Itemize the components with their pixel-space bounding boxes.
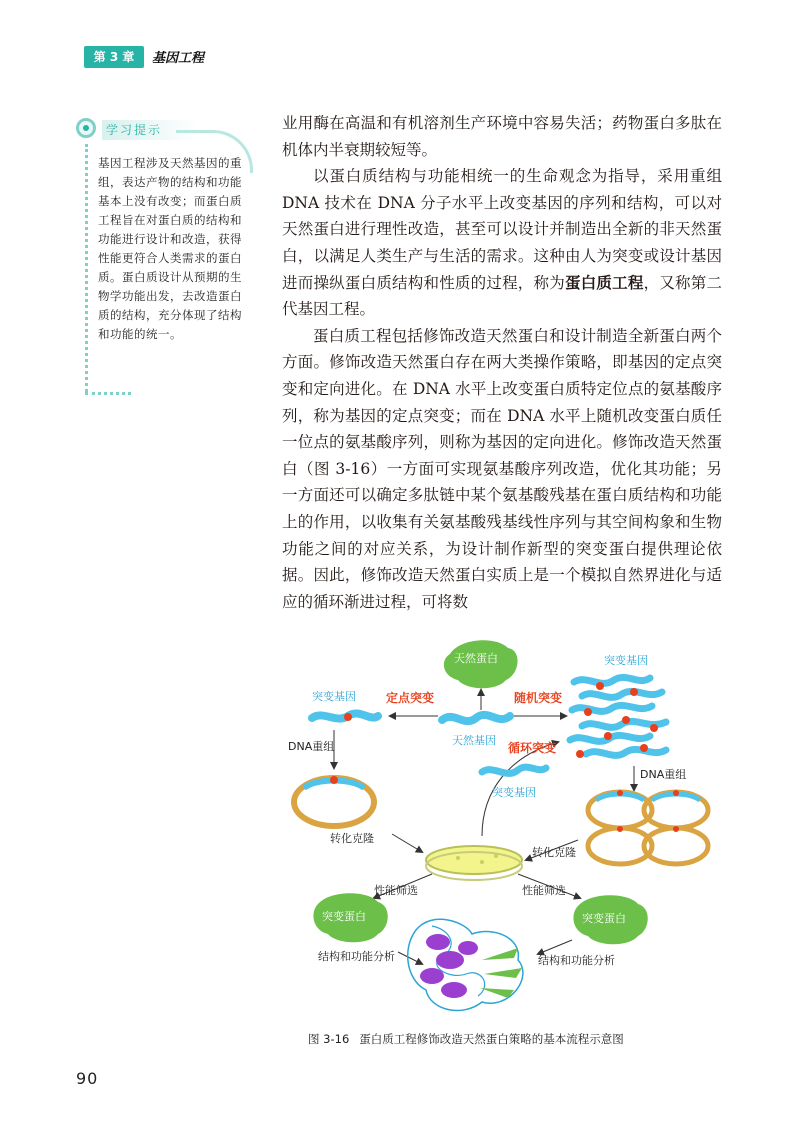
protein-engineering-flowchart xyxy=(282,630,722,1024)
learning-tip-paragraph: 基因工程涉及天然基因的重组，表达产物的结构和功能基本上没有改变；而蛋白质工程旨在对蛋白质的结构和功能进行设计和改造，获得性能更符合人类需求的蛋白质。蛋白质设计从预期的生物学功能出发，去改造蛋白质的结构，充分体现了结构和功能的统一。 xyxy=(98,156,242,341)
analysis-left-label: 结构和功能分析 xyxy=(318,950,395,963)
learning-tip-header xyxy=(76,114,256,144)
analysis-right-label: 结构和功能分析 xyxy=(538,954,615,967)
mutant-protein-right-label: 突变蛋白 xyxy=(582,912,626,925)
petri-dish xyxy=(426,846,522,880)
random-mutation-label: 随机突变 xyxy=(514,691,563,705)
page-number: 90 xyxy=(76,1069,99,1088)
figure-number: 图 3-16 xyxy=(308,1032,350,1046)
main-text xyxy=(282,110,722,615)
dna-recomb-right-label: DNA重组 xyxy=(640,768,687,781)
chapter-title: 基因工程 xyxy=(152,51,205,66)
cyclic-mutation-label: 循环突变 xyxy=(508,741,557,755)
dna-recomb-left-label: DNA重组 xyxy=(288,740,335,753)
learning-tip-text xyxy=(98,154,246,344)
key-term: 蛋白质工程 xyxy=(564,273,644,292)
lightbulb-icon xyxy=(76,118,96,138)
learning-tip-title: 学习提示 xyxy=(102,120,198,140)
dotted-border-bottom xyxy=(85,392,131,395)
natural-gene-label: 天然基因 xyxy=(452,734,496,747)
figure-caption xyxy=(308,1031,624,1047)
page-header xyxy=(0,44,800,70)
transform-right-label: 转化克隆 xyxy=(532,846,576,859)
paragraph-2-tail: ，又称第二代基因工程。 xyxy=(282,273,722,319)
screen-right-label: 性能筛选 xyxy=(522,884,566,897)
chapter-badge: 第 3 章 xyxy=(84,46,144,68)
mutant-gene-center-label: 突变基因 xyxy=(492,786,536,799)
paragraph-3: 蛋白质工程包括修饰改造天然蛋白和设计制造全新蛋白两个方面。修饰改造天然蛋白存在两大类操作策略，即基因的定点突变和定向进化。在 DNA 水平上改变蛋白质特定位点的氨基酸序列，称为基因的定点突变；而在 DNA 水平上随机改变蛋白质任一位点的氨基酸序列，则称为基因的定向进化。修饰改造天然蛋白（图 3-16）一方面可实现氨基酸序列改造，优化其功能；另一方面还可以确定多肽链中某个氨基酸残基在蛋白质结构和功能上的作用，以收集有关氨基酸残基线性序列与其空间构象和生物功能之间的对应关系，为设计制作新型的突变蛋白提供理论依据。因此，修饰改造天然蛋白实质上是一个模拟自然界进化与适应的循环渐进过程，可将数 xyxy=(282,326,722,611)
paragraph-2-text: 以蛋白质结构与功能相统一的生命观念为指导，采用重组 DNA 技术在 DNA 分子水平上改变基因的序列和结构，可以对天然蛋白进行理性改造，甚至可以设计并制造出全新的非天然蛋白，以满足人类生产与生活的需求。这种由人为突变或设计基因进而操纵蛋白质结构和性质的过程，称为 xyxy=(282,167,722,292)
natural-gene xyxy=(442,715,510,721)
mutant-gene-library xyxy=(570,677,666,755)
paragraph-1: 业用酶在高温和有机溶剂生产环境中容易失活；药物蛋白多肽在机体内半衰期较短等。 xyxy=(282,114,722,159)
figure-caption-text: 蛋白质工程修饰改造天然蛋白策略的基本流程示意图 xyxy=(359,1032,624,1046)
mutant-gene-center xyxy=(482,767,546,773)
dotted-border-left xyxy=(85,144,88,392)
mutant-genes-right-label: 突变基因 xyxy=(604,654,648,667)
mutant-gene-left-label: 突变基因 xyxy=(312,690,356,703)
paragraph-2 xyxy=(282,163,722,323)
site-directed-label: 定点突变 xyxy=(386,691,435,705)
learning-tip-box xyxy=(76,114,256,394)
flowchart-svg xyxy=(282,630,722,1024)
mutant-protein-left-label: 突变蛋白 xyxy=(322,910,366,923)
transform-left-label: 转化克隆 xyxy=(330,832,374,845)
plasmid-library xyxy=(588,792,708,864)
protein-structure xyxy=(408,919,523,1010)
screen-left-label: 性能筛选 xyxy=(374,884,418,897)
natural-protein-label: 天然蛋白 xyxy=(454,652,498,665)
